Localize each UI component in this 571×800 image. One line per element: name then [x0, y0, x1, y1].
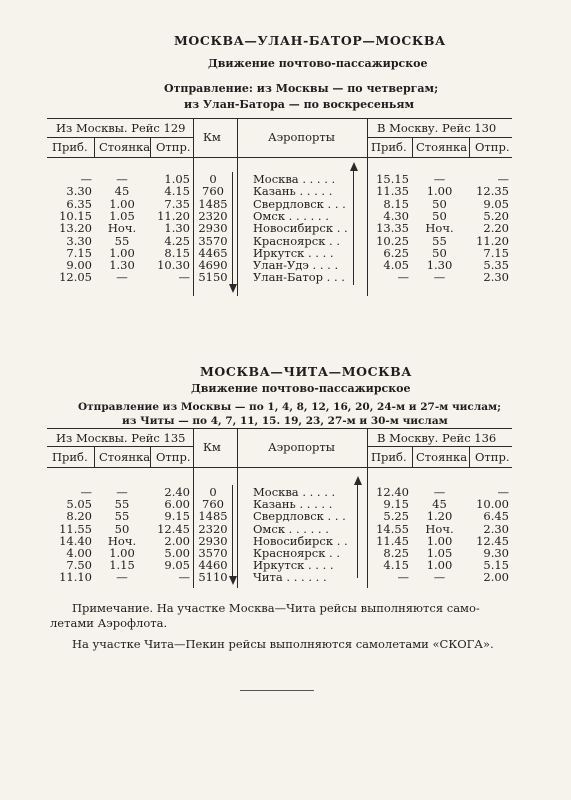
cell-stay1: 1.15: [109, 558, 135, 573]
cell-airport: Иркутск . . . .: [253, 558, 334, 573]
cell-arr1: 11.55: [59, 521, 92, 536]
cell-dep1: —: [178, 570, 190, 585]
cell-dep1: 9.05: [164, 558, 190, 573]
cell-arr2: 8.25: [383, 546, 409, 560]
section1-down-arrow-icon: [229, 284, 237, 293]
cell-arr2: 9.15: [383, 497, 409, 512]
cell-stay1: 55: [114, 497, 130, 512]
section1-up-arrow-line: [353, 168, 354, 285]
cell-dep2: 9.05: [483, 196, 509, 211]
cell-stay2: 50: [432, 245, 447, 260]
cell-stay2: 50: [432, 196, 447, 211]
section1-right-header: В Москву. Рейс 130: [377, 121, 497, 135]
cell-stay1: Ноч.: [107, 533, 137, 548]
cell-arr2: —: [397, 570, 409, 585]
cell-km: 2930: [198, 533, 228, 548]
section2-right-header: В Москву. Рейс 136: [377, 431, 497, 445]
section1-km-header: Км: [203, 130, 221, 144]
section2-up-arrow-line: [357, 482, 358, 578]
cell-km: 760: [202, 184, 224, 199]
section2-col-dep-left: Отпр.: [156, 450, 191, 464]
cell-arr2: 4.15: [383, 558, 409, 573]
cell-stay2: 50: [432, 208, 447, 223]
cell-km: 2320: [198, 521, 228, 536]
cell-dep1: 1.30: [164, 221, 190, 236]
cell-dep2: 7.15: [483, 245, 509, 260]
cell-km: 5150: [198, 270, 228, 285]
section2-departure-line1: Отправление из Москвы — по 1, 4, 8, 12, 16, 20, 24-м и 27-м числам;: [78, 401, 502, 413]
cell-airport: Чита . . . . . .: [253, 570, 327, 585]
cell-arr2: 11.45: [376, 533, 409, 548]
cell-dep1: 8.15: [164, 245, 190, 260]
cell-airport: Красноярск . .: [253, 233, 341, 248]
cell-arr1: 9.00: [66, 258, 92, 273]
cell-dep1: 7.35: [164, 196, 190, 211]
cell-dep2: 2.30: [483, 270, 509, 285]
cell-dep2: 2.30: [483, 521, 509, 536]
cell-km: 4460: [198, 558, 228, 573]
section2-airports-header: Аэропорты: [268, 440, 335, 454]
cell-arr2: 4.30: [383, 208, 409, 223]
cell-dep1: 6.00: [164, 497, 190, 512]
cell-arr1: 6.35: [66, 196, 92, 211]
cell-stay1: —: [116, 270, 128, 285]
cell-stay1: 1.00: [109, 196, 135, 211]
cell-arr1: 11.10: [59, 570, 92, 585]
cell-stay1: 1.30: [109, 258, 135, 273]
cell-arr1: —: [80, 485, 92, 499]
cell-dep1: 4.25: [164, 233, 190, 248]
section1-left-header: Из Москвы. Рейс 129: [56, 121, 186, 135]
cell-stay1: 1.00: [109, 546, 135, 560]
cell-stay1: 55: [114, 233, 130, 248]
section2-col-stay-left: Стоянка: [99, 450, 151, 464]
cell-dep2: 5.20: [483, 208, 509, 223]
cell-arr2: 10.25: [376, 233, 409, 248]
section2-col-dep-right: Отпр.: [475, 450, 510, 464]
cell-stay1: 1.00: [109, 245, 135, 260]
section1-col-dep-right: Отпр.: [475, 140, 510, 154]
cell-dep2: 9.30: [483, 546, 509, 560]
cell-dep2: 12.45: [476, 533, 509, 548]
cell-airport: Москва . . . . .: [253, 485, 336, 499]
cell-km: 1485: [198, 196, 228, 211]
cell-arr2: 8.15: [383, 196, 409, 211]
section1-down-arrow-line: [232, 172, 233, 285]
cell-stay2: Ноч.: [425, 521, 454, 536]
cell-stay2: 1.00: [426, 533, 453, 548]
section1-up-arrow-icon: [350, 162, 358, 171]
cell-km: 0: [209, 172, 217, 186]
cell-airport: Улан-Батор . . .: [253, 270, 345, 285]
cell-stay2: Ноч.: [425, 221, 454, 236]
cell-airport: Казань . . . . .: [253, 497, 333, 512]
cell-stay1: 55: [114, 509, 130, 524]
cell-arr2: —: [397, 270, 409, 285]
cell-airport: Москва . . . . .: [253, 172, 336, 186]
cell-airport: Новосибирск . .: [253, 221, 348, 236]
cell-arr2: 13.35: [376, 221, 409, 236]
section1-departure-line2: из Улан-Батора — по воскресеньям: [184, 98, 415, 111]
cell-km: 5110: [198, 570, 228, 585]
cell-dep1: 12.45: [157, 521, 190, 536]
cell-arr2: 4.05: [383, 258, 409, 273]
cell-dep1: 5.00: [164, 546, 190, 560]
cell-stay1: —: [116, 485, 128, 499]
cell-dep1: 11.20: [157, 208, 190, 223]
cell-arr1: 8.20: [66, 509, 92, 524]
cell-airport: Казань . . . . .: [253, 184, 333, 199]
section2-col-arr-left: Приб.: [52, 450, 88, 464]
section1-col-arr-left: Приб.: [52, 140, 88, 154]
cell-arr1: 3.30: [66, 184, 92, 199]
cell-km: 0: [209, 485, 217, 499]
cell-stay2: 55: [432, 233, 447, 248]
cell-km: 1485: [198, 509, 228, 524]
section1-col-stay-right: Стоянка: [416, 140, 468, 154]
cell-dep2: 5.35: [483, 258, 509, 273]
cell-dep2: 2.20: [483, 221, 509, 236]
cell-stay1: 50: [114, 521, 130, 536]
cell-arr2: 6.25: [383, 245, 409, 260]
section2-up-arrow-icon: [354, 476, 362, 485]
cell-arr2: 15.15: [376, 172, 409, 186]
cell-arr1: 3.30: [66, 233, 92, 248]
note-line2: летами Аэрофлота.: [50, 616, 168, 630]
cell-airport: Новосибирск . .: [253, 533, 348, 548]
note-scoga: На участке Чита—Пекин рейсы выполняются самолетами «СКОГА».: [72, 637, 494, 651]
section1-col-dep-left: Отпр.: [156, 140, 191, 154]
section2-title: МОСКВА—ЧИТА—МОСКВА: [200, 364, 413, 379]
cell-dep1: 4.15: [164, 184, 190, 199]
section1-col-arr-right: Приб.: [371, 140, 407, 154]
cell-stay2: —: [433, 570, 446, 585]
cell-stay2: 1.00: [426, 558, 453, 573]
cell-arr1: 10.15: [59, 208, 92, 223]
cell-airport: Омск . . . . . .: [253, 208, 329, 223]
section2-departure-line2: из Читы — по 4, 7, 11, 15. 19, 23, 27-м и 30-м числам: [122, 415, 448, 427]
cell-airport: Красноярск . .: [253, 546, 341, 560]
cell-arr1: 4.00: [66, 546, 92, 560]
cell-arr1: 7.15: [66, 245, 92, 260]
cell-arr1: 5.05: [66, 497, 92, 512]
cell-airport: Свердловск . . .: [253, 509, 346, 524]
cell-dep1: 1.05: [164, 172, 190, 186]
cell-airport: Омск . . . . . .: [253, 521, 329, 536]
cell-dep2: 5.15: [483, 558, 509, 573]
cell-dep1: 2.00: [164, 533, 190, 548]
section1-airports-header: Аэропорты: [268, 130, 335, 144]
cell-stay2: 1.00: [426, 184, 453, 199]
cell-dep2: 12.35: [476, 184, 509, 199]
cell-km: 760: [202, 497, 224, 512]
footer-divider: [240, 690, 314, 691]
cell-dep2: —: [497, 172, 509, 186]
section2-down-arrow-line: [232, 485, 233, 577]
cell-airport: Иркутск . . . .: [253, 245, 334, 260]
cell-arr1: 7.50: [66, 558, 92, 573]
section2-left-header: Из Москвы. Рейс 135: [56, 431, 186, 445]
cell-arr1: —: [80, 172, 92, 186]
cell-stay2: 1.30: [426, 258, 453, 273]
cell-stay2: —: [433, 172, 446, 186]
section2-subtitle: Движение почтово-пассажирское: [191, 382, 411, 395]
cell-stay1: —: [116, 172, 128, 186]
cell-stay2: 1.05: [426, 546, 453, 560]
cell-km: 4690: [198, 258, 228, 273]
cell-dep1: 2.40: [164, 485, 190, 499]
cell-km: 2320: [198, 208, 228, 223]
section2-down-arrow-icon: [229, 576, 237, 585]
cell-km: 4465: [198, 245, 228, 260]
cell-arr1: 12.05: [59, 270, 92, 285]
cell-arr1: 13.20: [59, 221, 92, 236]
cell-arr2: 5.25: [383, 509, 409, 524]
cell-stay2: 1.20: [426, 509, 453, 524]
cell-stay2: —: [433, 485, 446, 499]
section1-subtitle: Движение почтово-пассажирское: [208, 57, 428, 70]
cell-stay1: 1.05: [109, 208, 135, 223]
cell-arr2: 14.55: [376, 521, 409, 536]
cell-arr1: 14.40: [59, 533, 92, 548]
cell-airport: Свердловск . . .: [253, 196, 346, 211]
cell-dep1: —: [178, 270, 190, 285]
cell-stay1: 45: [114, 184, 130, 199]
cell-stay1: —: [116, 570, 128, 585]
cell-stay1: Ноч.: [107, 221, 137, 236]
cell-arr2: 12.40: [376, 485, 409, 499]
cell-stay2: 45: [432, 497, 447, 512]
section1-departure-line1: Отправление: из Москвы — по четвергам;: [164, 82, 439, 95]
cell-dep2: 6.45: [483, 509, 509, 524]
cell-dep2: 10.00: [476, 497, 509, 512]
cell-airport: Улан-Удэ . . . .: [253, 258, 339, 273]
cell-dep2: —: [497, 485, 509, 499]
section1-title: МОСКВА—УЛАН-БАТОР—МОСКВА: [174, 33, 446, 48]
cell-stay2: —: [433, 270, 446, 285]
section1-col-stay-left: Стоянка: [99, 140, 151, 154]
cell-km: 3570: [198, 233, 228, 248]
cell-dep1: 9.15: [164, 509, 190, 524]
cell-dep2: 11.20: [476, 233, 509, 248]
cell-arr2: 11.35: [376, 184, 409, 199]
cell-dep2: 2.00: [483, 570, 509, 585]
note-line1: Примечание. На участке Москва—Чита рейсы выполняются само-: [72, 601, 480, 615]
cell-km: 3570: [198, 546, 228, 560]
section2-col-stay-right: Стоянка: [416, 450, 468, 464]
cell-km: 2930: [198, 221, 228, 236]
section2-col-arr-right: Приб.: [371, 450, 407, 464]
cell-dep1: 10.30: [157, 258, 190, 273]
section2-km-header: Км: [203, 440, 221, 454]
